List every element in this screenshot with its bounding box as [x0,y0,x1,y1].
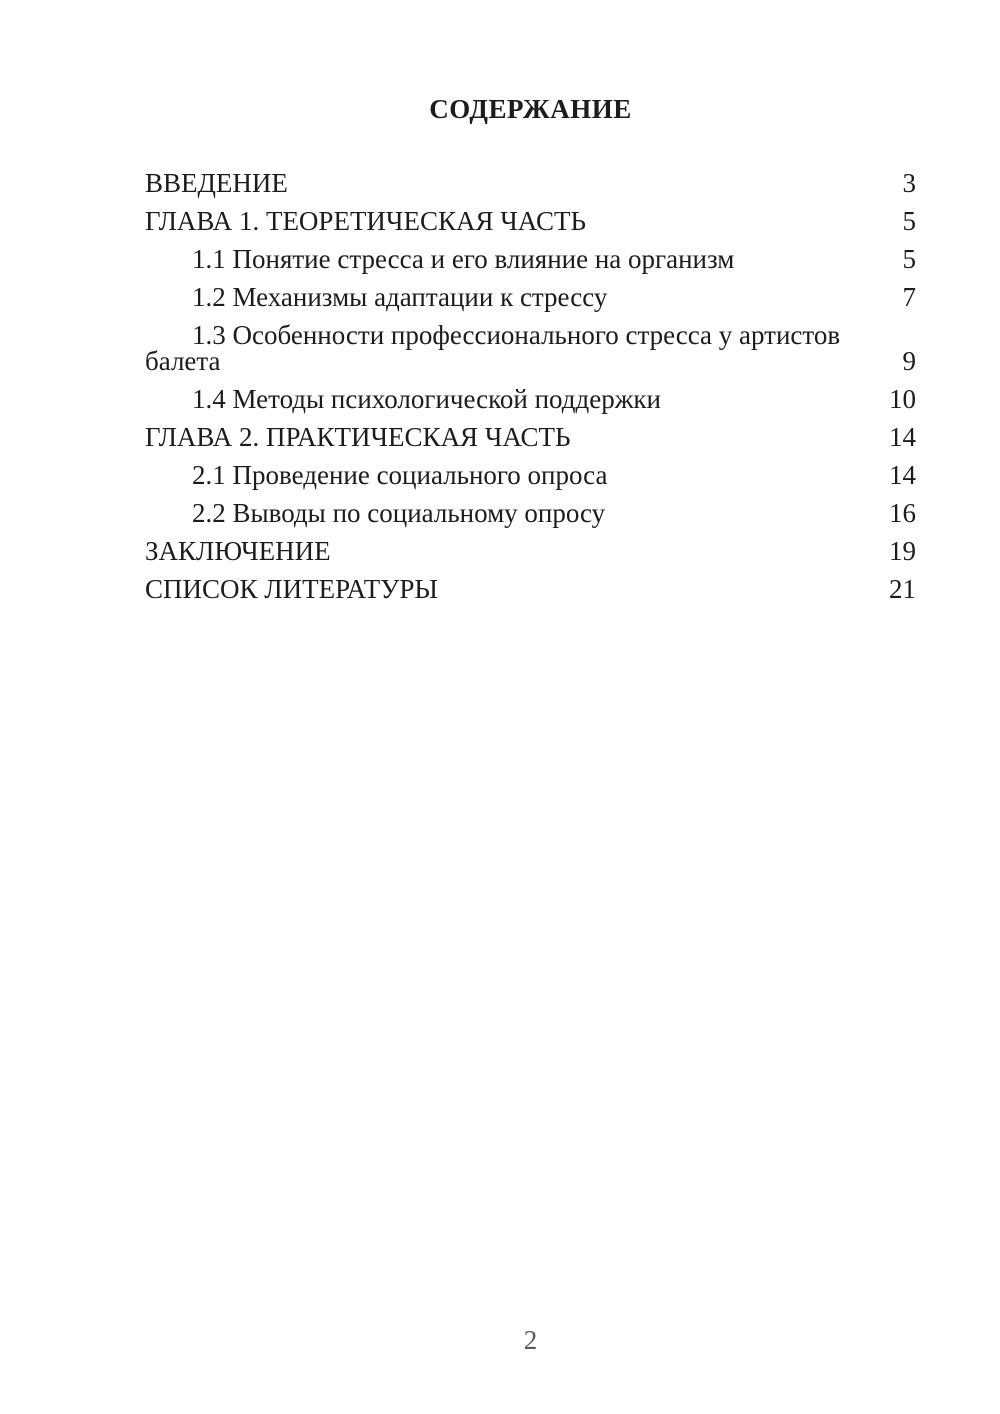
toc-entry-label: 1.1 Понятие стресса и его влияние на организм [192,244,735,274]
toc-entry-label: ГЛАВА 1. ТЕОРЕТИЧЕСКАЯ ЧАСТЬ [145,206,586,236]
toc-entry-page-number: 21 [889,574,916,604]
toc-entry-page-number: 16 [889,498,916,528]
toc-entry [145,246,916,272]
toc-entry-label: ГЛАВА 2. ПРАКТИЧЕСКАЯ ЧАСТЬ [145,422,571,452]
toc-entry-label: 2.2 Выводы по социальному опросу [192,498,606,528]
toc-entry [145,284,916,310]
toc-entry [145,170,916,196]
toc-entry-page-number: 3 [902,168,916,198]
toc-entry-label: 1.4 Методы психологической поддержки [192,384,661,414]
table-of-contents [145,170,916,614]
toc-entry-page-number: 7 [902,282,916,312]
toc-entry [145,424,916,450]
toc-entry [145,386,916,412]
toc-entry-page-number: 14 [889,460,916,490]
toc-entry [145,208,916,234]
toc-entry-page-number: 19 [889,536,916,566]
page-title: СОДЕРЖАНИЕ [429,94,632,124]
toc-entry-page-number: 10 [889,384,916,414]
toc-entry-label: 1.3 Особенности профессионального стресса у артистов балета [145,320,841,376]
toc-entry [145,462,916,488]
toc-entry [145,322,916,374]
page-number-footer: 2 [523,1325,538,1355]
toc-entry-label: ВВЕДЕНИЕ [145,168,288,198]
toc-entry-label: ЗАКЛЮЧЕНИЕ [145,536,331,566]
toc-entry [145,538,916,564]
toc-entry-page-number: 5 [902,206,916,236]
toc-entry [145,500,916,526]
toc-entry-page-number: 5 [902,244,916,274]
toc-entry-label: 1.2 Механизмы адаптации к стрессу [192,282,608,312]
toc-entry-page-number: 9 [902,346,916,376]
toc-entry-label: СПИСОК ЛИТЕРАТУРЫ [145,574,438,604]
toc-entry-label: 2.1 Проведение социального опроса [192,460,608,490]
toc-entry [145,576,916,602]
toc-entry-page-number: 14 [889,422,916,452]
